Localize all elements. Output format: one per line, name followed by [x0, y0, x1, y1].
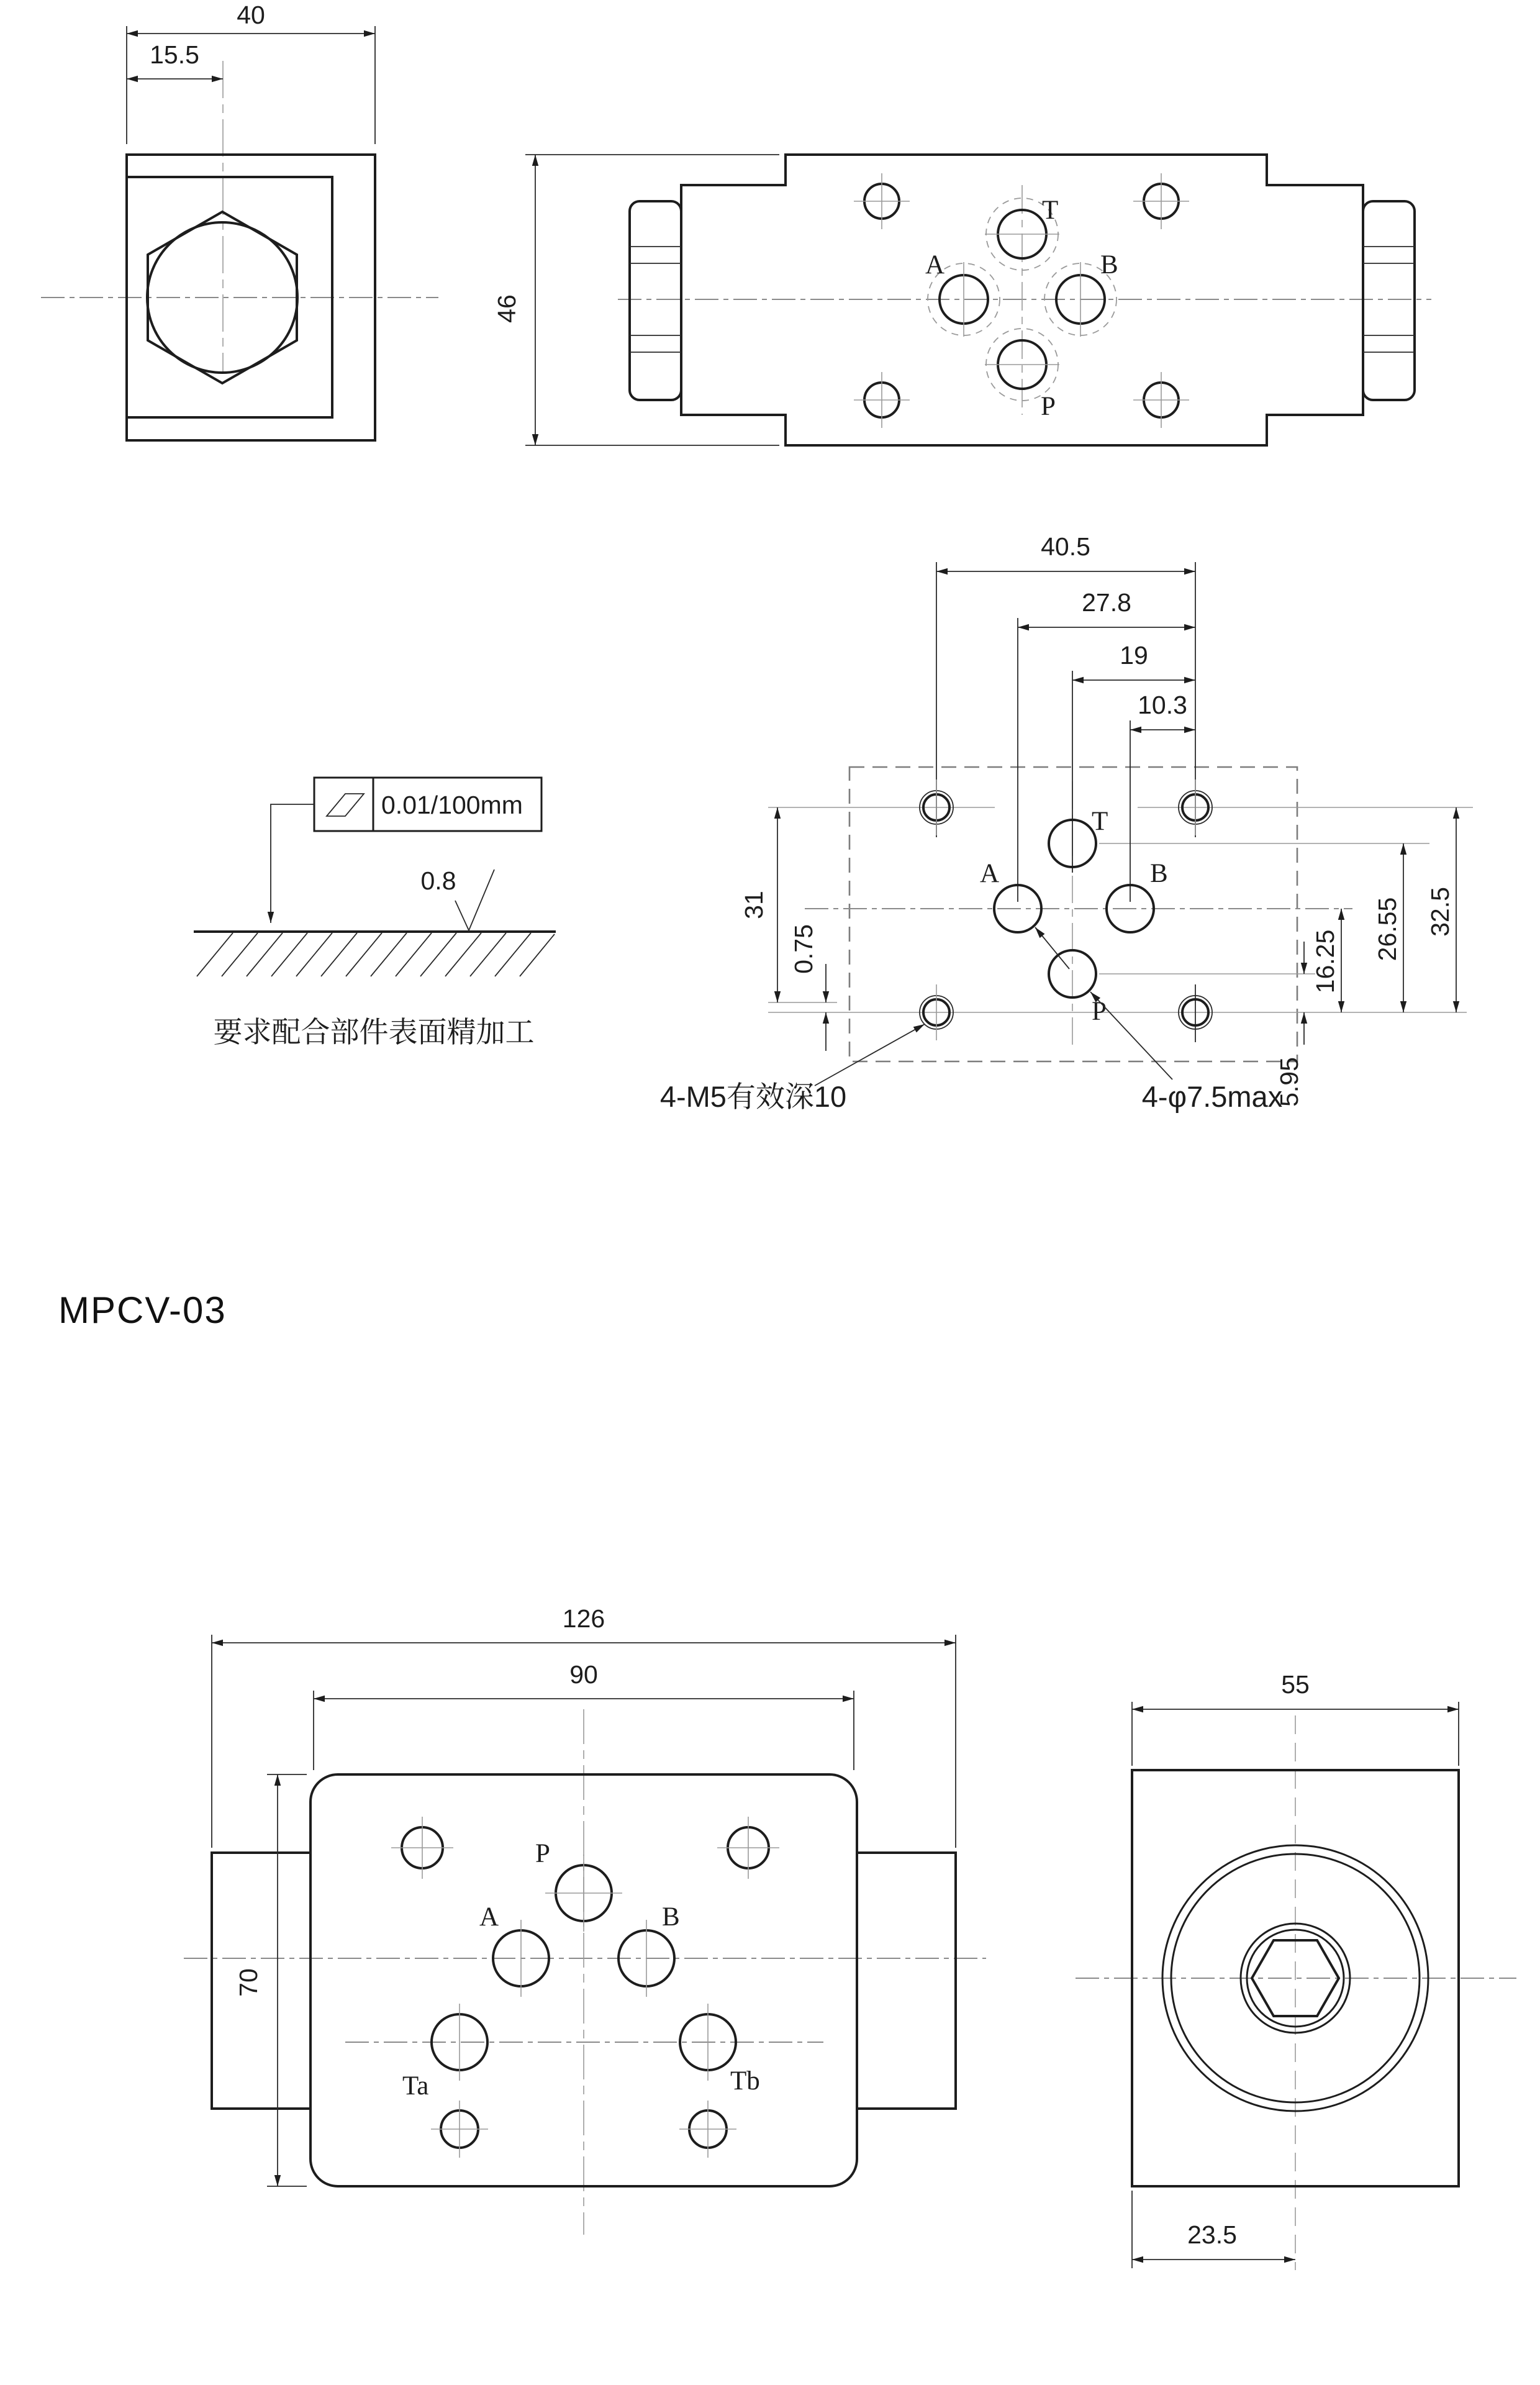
- dim-23-5: [1132, 2191, 1295, 2268]
- dim-19: [1072, 641, 1195, 680]
- right-side-block: [857, 1853, 956, 2109]
- dim-27-8-label: 27.8: [1082, 588, 1131, 617]
- dim-40-5: [936, 532, 1195, 571]
- dim-40-5-label: 40.5: [1041, 532, 1090, 561]
- top-mounting-holes: [391, 1817, 779, 1879]
- dim-40: [127, 1, 375, 144]
- view-plug-end: [41, 1, 438, 440]
- dim-32-5: [1426, 807, 1456, 1012]
- callout-hole-text: 4-φ7.5max: [1141, 1080, 1283, 1113]
- dim-70: [234, 1774, 307, 2186]
- right-hex-nut: [1363, 201, 1415, 400]
- view-top: [492, 155, 1431, 445]
- dim-5-95-label: 5.95: [1275, 1057, 1303, 1107]
- dim-31-label: 31: [740, 891, 768, 919]
- surface-note-text: 要求配合部件表面精加工: [213, 1015, 535, 1048]
- port-P: [1049, 950, 1107, 1026]
- port-A: [479, 1902, 549, 1997]
- callout-m5-text: 4-M5有效深10: [659, 1080, 847, 1113]
- dim-15-5-label: 15.5: [150, 40, 199, 69]
- port-P-label: P: [535, 1839, 550, 1868]
- dim-0-75-label: 0.75: [789, 924, 818, 974]
- port-T: [1049, 807, 1108, 867]
- dim-19-label: 19: [1120, 641, 1148, 670]
- port-Tb: [680, 2004, 760, 2096]
- dim-31: [740, 807, 837, 1002]
- dim-55-label: 55: [1281, 1670, 1310, 1699]
- dim-27-8: [1018, 588, 1195, 627]
- surface-finish-note: [194, 778, 556, 1048]
- model-title: MPCV-03: [58, 1289, 227, 1331]
- dim-15-5: [127, 40, 223, 79]
- view-mounting-face: [660, 532, 1473, 1113]
- port-Ta: [402, 2004, 487, 2101]
- view-bottom: [184, 1604, 986, 2235]
- dim-0-75: [789, 924, 826, 1051]
- flatness-value: 0.01/100mm: [381, 791, 523, 819]
- dim-70-label: 70: [234, 1968, 263, 1997]
- dim-26-55-label: 26.55: [1373, 897, 1402, 961]
- dim-40-label: 40: [237, 1, 265, 29]
- roughness-value: 0.8: [420, 866, 456, 895]
- body-footprint-dashed: [849, 767, 1297, 1061]
- port-A: [925, 250, 1000, 337]
- port-B: [1107, 859, 1168, 932]
- port-P-label: P: [1041, 392, 1056, 421]
- callout-m5-threads: [660, 1024, 925, 1113]
- dim-46-label: 46: [492, 294, 521, 323]
- mounting-holes: [920, 779, 1212, 1040]
- dim-10-3: [1130, 691, 1195, 730]
- port-P: [535, 1839, 622, 1932]
- flatness-symbol-icon: [327, 794, 364, 816]
- port-P-label: P: [1092, 997, 1107, 1026]
- left-hex-nut: [630, 201, 681, 400]
- port-B-label: B: [1100, 250, 1118, 279]
- dim-16-25-label: 16.25: [1311, 929, 1339, 994]
- port-A-label: A: [479, 1902, 499, 1932]
- dimension-extension-columns: [936, 562, 1195, 1042]
- dim-10-3-label: 10.3: [1138, 691, 1187, 719]
- dim-126-label: 126: [562, 1604, 605, 1633]
- dim-23-5-label: 23.5: [1187, 2220, 1237, 2249]
- roughness-symbol: [421, 866, 495, 930]
- port-T-label: T: [1092, 807, 1108, 836]
- port-T-label: T: [1042, 196, 1059, 225]
- dim-26-55: [1373, 843, 1403, 1012]
- port-B: [618, 1902, 680, 1997]
- port-B-label: B: [662, 1902, 680, 1932]
- port-A: [980, 859, 1041, 932]
- port-Ta-label: Ta: [402, 2071, 429, 2101]
- dim-90-label: 90: [569, 1660, 598, 1689]
- port-B-label: B: [1150, 859, 1168, 888]
- dim-32-5-label: 32.5: [1426, 887, 1454, 937]
- flatness-leader: [271, 804, 314, 923]
- dim-16-25: [1311, 909, 1341, 1012]
- port-Tb-label: Tb: [730, 2066, 760, 2096]
- port-B: [1044, 250, 1118, 337]
- port-A-label: A: [925, 250, 945, 279]
- port-A-label: A: [980, 859, 1000, 888]
- hatching: [197, 933, 555, 976]
- view-side: [1076, 1670, 1516, 2270]
